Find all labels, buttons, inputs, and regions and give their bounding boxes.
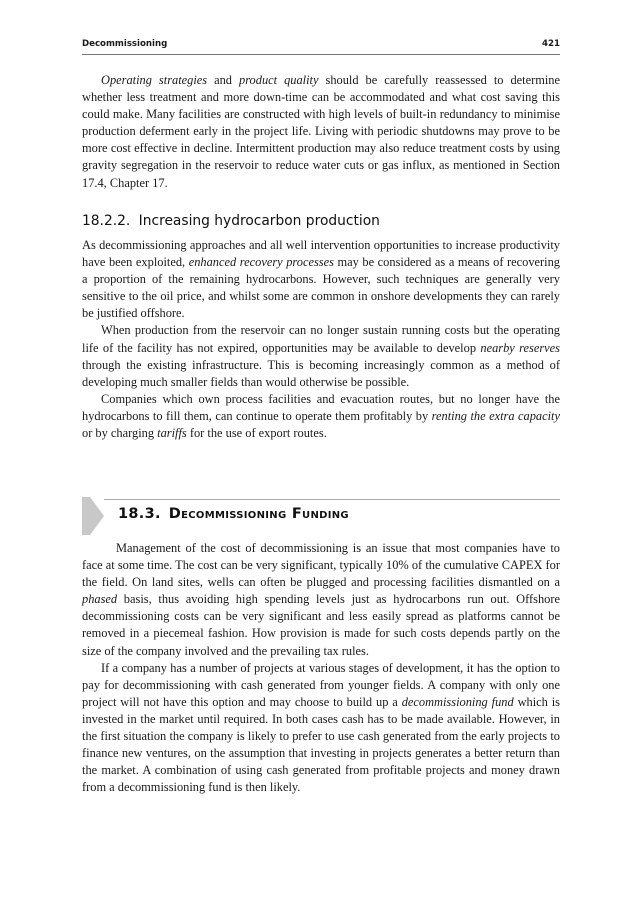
- running-title: Decommissioning: [82, 39, 168, 49]
- section-heading: [118, 506, 349, 522]
- running-header: [82, 36, 560, 55]
- page-number: 421: [542, 39, 560, 49]
- section-text-block: [82, 540, 560, 796]
- emphasis-phased: phased: [82, 592, 118, 607]
- emphasis-tariffs: tariffs: [157, 426, 187, 441]
- subsection-number: 18.2.2.: [82, 213, 131, 229]
- section-heading-band: [82, 497, 560, 535]
- subsection-heading: [82, 213, 380, 229]
- intro-text-block: [82, 72, 560, 192]
- section-rule: [104, 499, 560, 500]
- section-number: 18.3.: [118, 506, 161, 522]
- section-title: Decommissioning Funding: [168, 506, 349, 522]
- emphasis-decommissioning-fund: decommissioning fund: [401, 694, 514, 709]
- emphasis-product-quality: product quality: [239, 73, 319, 87]
- emphasis-operating-strategies: Operating strategies: [101, 73, 208, 87]
- paragraph-cost-management: Management of the cost of decommissioning is an issue that most companies have to face at some time. The cost can be very significant, typically 10% of the cumulative CAPEX for the field. On land sites, wells can often be plugged and processing facilities dismantled on a phased basis, thus avoiding high spending levels just as hydrocarbons run out. Offshore decommissioning costs can be very significant and less easily spread as platforms cannot be removed in a piecemeal fashion. How provision is made for such costs depends partly on the size of the company involved and the prevailing tax rules.: [82, 541, 560, 658]
- intro-paragraph: Operating strategies and product quality should be carefully reassessed to determine whether less treatment and more down-time can be accommodated and what cost saving this could make. Many facilities are constructed with high levels of built-in redundancy to minimise production deferment early in the project life. Living with periodic shutdowns may prove to be more cost effective in decline. Intermittent production may also reduce treatment costs by using gravity segregation in the reservoir to reduce water cuts or gas influx, as mentioned in Section 17.4, Chapter 17.: [82, 73, 560, 190]
- emphasis-nearby-reserves: nearby reserves: [480, 340, 560, 355]
- subsection-text-block: [82, 237, 560, 442]
- chevron-icon: [82, 497, 104, 535]
- paragraph-funding-options: If a company has a number of projects at various stages of development, it has the option to pay for decommissioning with cash generated from younger fields. A company with only one project will not have this option and may choose to build up a decommissioning fund which is invested in the market until required. In both cases cash has to be made available. However, in the first situation the company is likely to prefer to use cash generated from the early projects to finance new ventures, on the assumption that investing in projects generates a better return than the market. A combination of using cash generated from profitable projects and money drawn from a decommissioning fund is then likely.: [82, 660, 561, 795]
- subsection-title: Increasing hydrocarbon production: [138, 213, 380, 229]
- paragraph-nearby-reserves: When production from the reservoir can no longer sustain running costs but the operating life of the facility has not expired, opportunities may be available to develop nearby reserves through the existing infrastructure. This is becoming increasingly common as a method of developing much smaller fields than would otherwise be possible.: [82, 323, 560, 389]
- emphasis-enhanced-recovery: enhanced recovery processes: [188, 255, 334, 270]
- paragraph-enhanced-recovery: As decommissioning approaches and all well intervention opportunities to increase productivity have been exploited, enhanced recovery processes may be considered as a means of recovering a proportion of the remaining hydrocarbons. However, such techniques are generally very sensitive to the oil price, and whilst some are common in onshore developments they can rarely be justified offshore.: [82, 238, 560, 321]
- emphasis-renting-capacity: renting the extra capacity: [431, 408, 560, 423]
- paragraph-renting-capacity: Companies which own process facilities and evacuation routes, but no longer have the hydrocarbons to fill them, can continue to operate them profitably by renting the extra capacity or by charging tariffs for the use of export routes.: [82, 391, 560, 441]
